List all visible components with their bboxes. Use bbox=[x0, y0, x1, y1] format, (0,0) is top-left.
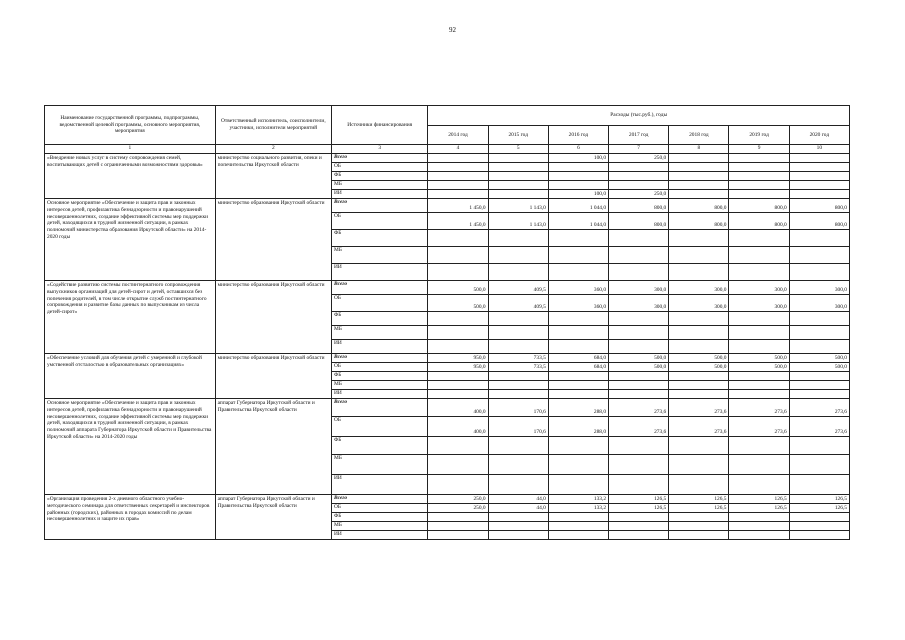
expense-value bbox=[428, 230, 488, 247]
expense-value: 800,0 bbox=[789, 213, 849, 230]
expense-value bbox=[428, 372, 488, 381]
column-number: 2 bbox=[215, 145, 331, 154]
expense-value: 1 450,0 bbox=[428, 199, 488, 213]
expense-value bbox=[729, 390, 789, 399]
expense-value: 500,0 bbox=[428, 281, 488, 295]
activity-name: «Содействие развитию системы постинтернатного сопровождения выпускников организаций для детей-сирот и детей, оставшихся без попечения родителей, в том числе открытие служб постинтернатного сопровождения и развитие базы данных по выпускникам из числа детей-сирот» bbox=[45, 281, 216, 354]
expense-value bbox=[789, 264, 849, 281]
funding-source: ОБ bbox=[332, 213, 428, 230]
expense-value bbox=[729, 264, 789, 281]
expense-value bbox=[669, 455, 729, 475]
expense-value bbox=[548, 264, 608, 281]
funding-source: ОБ bbox=[332, 295, 428, 312]
expense-value: 126,5 bbox=[609, 495, 669, 504]
expense-value: 100,0 bbox=[548, 190, 608, 199]
expense-value bbox=[789, 522, 849, 531]
expense-value bbox=[729, 455, 789, 475]
expense-value bbox=[428, 381, 488, 390]
funding-source: МБ bbox=[332, 181, 428, 190]
expense-value bbox=[428, 522, 488, 531]
expense-value: 133,2 bbox=[548, 504, 608, 513]
expense-value bbox=[428, 163, 488, 172]
expense-value: 250,0 bbox=[428, 504, 488, 513]
expense-value: 500,0 bbox=[729, 354, 789, 363]
column-number: 6 bbox=[548, 145, 608, 154]
expense-value bbox=[669, 437, 729, 455]
expense-value bbox=[428, 455, 488, 475]
expense-value: 288,0 bbox=[548, 417, 608, 437]
expense-value: 409,5 bbox=[488, 295, 548, 312]
column-number: 1 bbox=[45, 145, 216, 154]
column-number: 7 bbox=[609, 145, 669, 154]
expense-value bbox=[428, 531, 488, 540]
activity-name: «Обеспечение условий для обучения детей с умеренной и глубокой умственной отсталостью в образовательных организациях» bbox=[45, 354, 216, 399]
activity-name: «Организация проведения 2-х дневного областного учебно-методического семинара для ответственных секретарей и инспекторов районных (городских), районных в городах комиссий по делам несовершеннолетних и защите их прав» bbox=[45, 495, 216, 540]
expense-value bbox=[428, 390, 488, 399]
header-year: 2016 год bbox=[548, 126, 608, 145]
expense-value: 273,6 bbox=[729, 417, 789, 437]
expense-value: 500,0 bbox=[609, 354, 669, 363]
expense-value bbox=[609, 312, 669, 326]
expense-value: 126,5 bbox=[789, 504, 849, 513]
funding-source: МБ bbox=[332, 522, 428, 531]
expense-value bbox=[609, 390, 669, 399]
budget-table bbox=[44, 105, 850, 540]
expense-value: 500,0 bbox=[428, 295, 488, 312]
expense-value: 500,0 bbox=[789, 354, 849, 363]
header-year: 2018 год bbox=[669, 126, 729, 145]
expense-value bbox=[548, 163, 608, 172]
expense-value bbox=[428, 340, 488, 354]
expense-value bbox=[488, 181, 548, 190]
expense-value bbox=[428, 312, 488, 326]
expense-value bbox=[669, 190, 729, 199]
expense-value bbox=[428, 513, 488, 522]
header-expenses: Расходы (тыс.руб.), годы bbox=[428, 106, 850, 126]
expense-value bbox=[729, 381, 789, 390]
expense-value: 44,0 bbox=[488, 504, 548, 513]
funding-source: ФБ bbox=[332, 437, 428, 455]
funding-source: МБ bbox=[332, 247, 428, 264]
expense-value: 733,5 bbox=[488, 363, 548, 372]
table-row bbox=[45, 281, 850, 295]
expense-value bbox=[609, 340, 669, 354]
expense-value bbox=[609, 381, 669, 390]
expense-value bbox=[789, 437, 849, 455]
responsible-executor: министерство образования Иркутской области bbox=[215, 281, 331, 354]
expense-value bbox=[729, 154, 789, 163]
expense-value bbox=[669, 172, 729, 181]
table-row bbox=[45, 495, 850, 504]
expense-value bbox=[548, 455, 608, 475]
expense-value bbox=[609, 513, 669, 522]
funding-source: Всего bbox=[332, 495, 428, 504]
expense-value: 126,5 bbox=[669, 495, 729, 504]
column-number: 5 bbox=[488, 145, 548, 154]
expense-value: 800,0 bbox=[669, 199, 729, 213]
expense-value bbox=[669, 475, 729, 495]
expense-value bbox=[609, 522, 669, 531]
funding-source: ИИ bbox=[332, 264, 428, 281]
expense-value bbox=[669, 230, 729, 247]
expense-value bbox=[729, 340, 789, 354]
expense-value bbox=[609, 163, 669, 172]
expense-value bbox=[669, 531, 729, 540]
expense-value: 273,6 bbox=[669, 417, 729, 437]
expense-value bbox=[789, 190, 849, 199]
expense-value bbox=[548, 513, 608, 522]
expense-value bbox=[428, 437, 488, 455]
expense-value bbox=[789, 513, 849, 522]
expense-value: 500,0 bbox=[789, 363, 849, 372]
expense-value bbox=[548, 326, 608, 340]
expense-value bbox=[609, 372, 669, 381]
expense-value bbox=[609, 531, 669, 540]
funding-source: ФБ bbox=[332, 312, 428, 326]
expense-value: 800,0 bbox=[729, 213, 789, 230]
expense-value bbox=[488, 326, 548, 340]
funding-source: ИИ bbox=[332, 190, 428, 199]
table-row bbox=[45, 399, 850, 417]
expense-value bbox=[669, 381, 729, 390]
expense-value: 684,0 bbox=[548, 354, 608, 363]
header-year: 2015 год bbox=[488, 126, 548, 145]
expense-value bbox=[729, 531, 789, 540]
expense-value bbox=[488, 390, 548, 399]
expense-value bbox=[609, 181, 669, 190]
expense-value bbox=[609, 437, 669, 455]
expense-value: 360,0 bbox=[548, 295, 608, 312]
expense-value bbox=[488, 172, 548, 181]
expense-value: 800,0 bbox=[729, 199, 789, 213]
table-row bbox=[45, 154, 850, 163]
expense-value: 500,0 bbox=[669, 354, 729, 363]
funding-source: ФБ bbox=[332, 172, 428, 181]
expense-value: 1 044,0 bbox=[548, 213, 608, 230]
expense-value bbox=[609, 475, 669, 495]
expense-value: 1 143,0 bbox=[488, 199, 548, 213]
expense-value: 126,5 bbox=[609, 504, 669, 513]
expense-value bbox=[789, 390, 849, 399]
funding-source: ИИ bbox=[332, 390, 428, 399]
expense-value: 288,0 bbox=[548, 399, 608, 417]
page-number: 92 bbox=[449, 26, 456, 34]
expense-value bbox=[789, 230, 849, 247]
funding-source: ОБ bbox=[332, 163, 428, 172]
funding-source: ИИ bbox=[332, 531, 428, 540]
column-number: 9 bbox=[729, 145, 789, 154]
expense-value bbox=[729, 312, 789, 326]
expense-value bbox=[488, 264, 548, 281]
expense-value: 300,0 bbox=[729, 281, 789, 295]
expense-value bbox=[428, 154, 488, 163]
funding-source: Всего bbox=[332, 281, 428, 295]
expense-value: 684,0 bbox=[548, 363, 608, 372]
expense-value bbox=[548, 390, 608, 399]
activity-name: «Внедрение новых услуг в систему сопровождения семей, воспитывающих детей с ограниченными возможностями здоровья» bbox=[45, 154, 216, 199]
expense-value bbox=[789, 372, 849, 381]
responsible-executor: министерство образования Иркутской области bbox=[215, 354, 331, 399]
column-number: 4 bbox=[428, 145, 488, 154]
activity-name: Основное мероприятие «Обеспечение и защита прав и законных интересов детей, профилактика безнадзорности и правонарушений несовершеннолетних, создание эффективной системы мер поддержки детей, находящихся в трудной жизненной ситуации, в рамках полномочий аппарата Губернатора Иркутской области и Правительства Иркутской области» на 2014-2020 годы bbox=[45, 399, 216, 495]
expense-value bbox=[729, 513, 789, 522]
expense-value bbox=[729, 522, 789, 531]
expense-value bbox=[488, 154, 548, 163]
expense-value: 273,6 bbox=[789, 417, 849, 437]
expense-value bbox=[789, 172, 849, 181]
header-year: 2020 год bbox=[789, 126, 849, 145]
expense-value bbox=[729, 190, 789, 199]
funding-source: ИИ bbox=[332, 340, 428, 354]
expense-value bbox=[789, 154, 849, 163]
expense-value bbox=[609, 264, 669, 281]
responsible-executor: аппарат Губернатора Иркутской области и Правительства Иркутской области bbox=[215, 399, 331, 495]
expense-value bbox=[488, 513, 548, 522]
expense-value: 360,0 bbox=[548, 281, 608, 295]
expense-value bbox=[488, 247, 548, 264]
expense-value bbox=[488, 340, 548, 354]
funding-source: ФБ bbox=[332, 513, 428, 522]
expense-value bbox=[789, 475, 849, 495]
expense-value bbox=[428, 190, 488, 199]
expense-value bbox=[548, 437, 608, 455]
expense-value: 250,0 bbox=[428, 495, 488, 504]
expense-value bbox=[548, 372, 608, 381]
expense-value bbox=[789, 312, 849, 326]
expense-value bbox=[789, 181, 849, 190]
expense-value bbox=[428, 326, 488, 340]
responsible-executor: аппарат Губернатора Иркутской области и Правительства Иркутской области bbox=[215, 495, 331, 540]
expense-value bbox=[669, 522, 729, 531]
expense-value: 250,0 bbox=[609, 154, 669, 163]
header-source: Источники финансирования bbox=[332, 106, 428, 145]
expense-value: 300,0 bbox=[789, 281, 849, 295]
expense-value: 800,0 bbox=[789, 199, 849, 213]
funding-source: ФБ bbox=[332, 230, 428, 247]
funding-source: ФБ bbox=[332, 372, 428, 381]
expense-value bbox=[548, 340, 608, 354]
expense-value: 126,5 bbox=[729, 504, 789, 513]
expense-value: 100,0 bbox=[548, 154, 608, 163]
expense-value bbox=[548, 522, 608, 531]
expense-value: 409,5 bbox=[488, 281, 548, 295]
expense-value bbox=[548, 172, 608, 181]
expense-value bbox=[428, 172, 488, 181]
expense-value: 273,6 bbox=[609, 399, 669, 417]
expense-value bbox=[669, 163, 729, 172]
expense-value bbox=[488, 522, 548, 531]
expense-value bbox=[488, 531, 548, 540]
expense-value bbox=[548, 312, 608, 326]
expense-value bbox=[488, 163, 548, 172]
expense-value: 800,0 bbox=[609, 199, 669, 213]
expense-value bbox=[729, 247, 789, 264]
expense-value: 400,0 bbox=[428, 399, 488, 417]
expense-value: 500,0 bbox=[729, 363, 789, 372]
expense-value bbox=[669, 154, 729, 163]
expense-value bbox=[609, 230, 669, 247]
expense-value bbox=[488, 381, 548, 390]
expense-value bbox=[669, 181, 729, 190]
expense-value bbox=[428, 475, 488, 495]
expense-value: 1 143,0 bbox=[488, 213, 548, 230]
expense-value bbox=[729, 437, 789, 455]
expense-value: 133,2 bbox=[548, 495, 608, 504]
expense-value bbox=[548, 230, 608, 247]
responsible-executor: министерство образования Иркутской области bbox=[215, 199, 331, 281]
expense-value bbox=[729, 326, 789, 340]
funding-source: ОБ bbox=[332, 363, 428, 372]
expense-value bbox=[488, 372, 548, 381]
expense-value: 300,0 bbox=[789, 295, 849, 312]
expense-value bbox=[488, 312, 548, 326]
expense-value: 273,6 bbox=[669, 399, 729, 417]
expense-value: 500,0 bbox=[609, 363, 669, 372]
expense-value bbox=[729, 163, 789, 172]
expense-value bbox=[488, 437, 548, 455]
expense-value bbox=[609, 326, 669, 340]
expense-value bbox=[548, 381, 608, 390]
table-row bbox=[45, 199, 850, 213]
responsible-executor: министерство социального развития, опеки и попечительства Иркутской области bbox=[215, 154, 331, 199]
funding-source: МБ bbox=[332, 381, 428, 390]
funding-source: ОБ bbox=[332, 417, 428, 437]
expense-value: 44,0 bbox=[488, 495, 548, 504]
expense-value bbox=[729, 172, 789, 181]
expense-value bbox=[729, 475, 789, 495]
expense-value: 1 450,0 bbox=[428, 213, 488, 230]
expense-value: 126,5 bbox=[669, 504, 729, 513]
funding-source: ОБ bbox=[332, 504, 428, 513]
expense-value: 300,0 bbox=[669, 281, 729, 295]
header-year: 2014 год bbox=[428, 126, 488, 145]
expense-value bbox=[428, 181, 488, 190]
table-row bbox=[45, 354, 850, 363]
expense-value bbox=[548, 475, 608, 495]
expense-value: 950,0 bbox=[428, 354, 488, 363]
expense-value: 300,0 bbox=[609, 281, 669, 295]
expense-value bbox=[669, 340, 729, 354]
expense-value: 950,0 bbox=[428, 363, 488, 372]
expense-value bbox=[789, 326, 849, 340]
header-name: Наименование государственной программы, подпрограммы, ведомственной целевой программы, основного мероприятия, мероприятия bbox=[45, 106, 216, 145]
expense-value bbox=[548, 531, 608, 540]
expense-value bbox=[789, 247, 849, 264]
expense-value bbox=[488, 190, 548, 199]
expense-value bbox=[548, 181, 608, 190]
expense-value bbox=[488, 455, 548, 475]
expense-value: 1 044,0 bbox=[548, 199, 608, 213]
expense-value bbox=[729, 372, 789, 381]
expense-value bbox=[729, 230, 789, 247]
expense-value: 800,0 bbox=[609, 213, 669, 230]
funding-source: МБ bbox=[332, 326, 428, 340]
expense-value bbox=[669, 312, 729, 326]
expense-value bbox=[729, 181, 789, 190]
expense-value bbox=[789, 455, 849, 475]
activity-name: Основное мероприятие «Обеспечение и защита прав и законных интересов детей, профилактика безнадзорности и правонарушений несовершеннолетних, создание эффективной системы мер поддержки детей, находящихся в трудной жизненной ситуации, в рамках полномочий министерства образования Иркутской области» на 2014-2020 годы bbox=[45, 199, 216, 281]
expense-value bbox=[669, 372, 729, 381]
expense-value bbox=[669, 326, 729, 340]
funding-source: Всего bbox=[332, 354, 428, 363]
expense-value: 273,6 bbox=[729, 399, 789, 417]
expense-value: 300,0 bbox=[669, 295, 729, 312]
expense-value: 400,0 bbox=[428, 417, 488, 437]
funding-source: МБ bbox=[332, 455, 428, 475]
expense-value: 170,6 bbox=[488, 417, 548, 437]
funding-source: Всего bbox=[332, 154, 428, 163]
expense-value: 273,6 bbox=[789, 399, 849, 417]
funding-source: Всего bbox=[332, 199, 428, 213]
expense-value: 170,6 bbox=[488, 399, 548, 417]
funding-source: Всего bbox=[332, 399, 428, 417]
expense-value: 300,0 bbox=[609, 295, 669, 312]
column-number: 8 bbox=[669, 145, 729, 154]
expense-value bbox=[428, 247, 488, 264]
funding-source: ИИ bbox=[332, 475, 428, 495]
expense-value bbox=[669, 247, 729, 264]
expense-value bbox=[669, 513, 729, 522]
expense-value bbox=[789, 163, 849, 172]
expense-value: 126,5 bbox=[729, 495, 789, 504]
expense-value bbox=[609, 247, 669, 264]
expense-value bbox=[789, 381, 849, 390]
expense-value: 500,0 bbox=[669, 363, 729, 372]
expense-value: 273,6 bbox=[609, 417, 669, 437]
expense-value bbox=[609, 455, 669, 475]
header-responsible: Ответственный исполнитель, соисполнители, участники, исполнители мероприятий bbox=[215, 106, 331, 145]
expense-value: 800,0 bbox=[669, 213, 729, 230]
expense-value: 126,5 bbox=[789, 495, 849, 504]
column-number: 10 bbox=[789, 145, 849, 154]
expense-value bbox=[789, 340, 849, 354]
expense-value bbox=[488, 475, 548, 495]
expense-value bbox=[669, 390, 729, 399]
column-number: 3 bbox=[332, 145, 428, 154]
expense-value: 250,0 bbox=[609, 190, 669, 199]
expense-value: 300,0 bbox=[729, 295, 789, 312]
expense-value bbox=[488, 230, 548, 247]
expense-value bbox=[548, 247, 608, 264]
header-year: 2017 год bbox=[609, 126, 669, 145]
header-year: 2019 год bbox=[729, 126, 789, 145]
expense-value bbox=[609, 172, 669, 181]
expense-value bbox=[789, 531, 849, 540]
expense-value: 733,5 bbox=[488, 354, 548, 363]
expense-value bbox=[428, 264, 488, 281]
expense-value bbox=[669, 264, 729, 281]
